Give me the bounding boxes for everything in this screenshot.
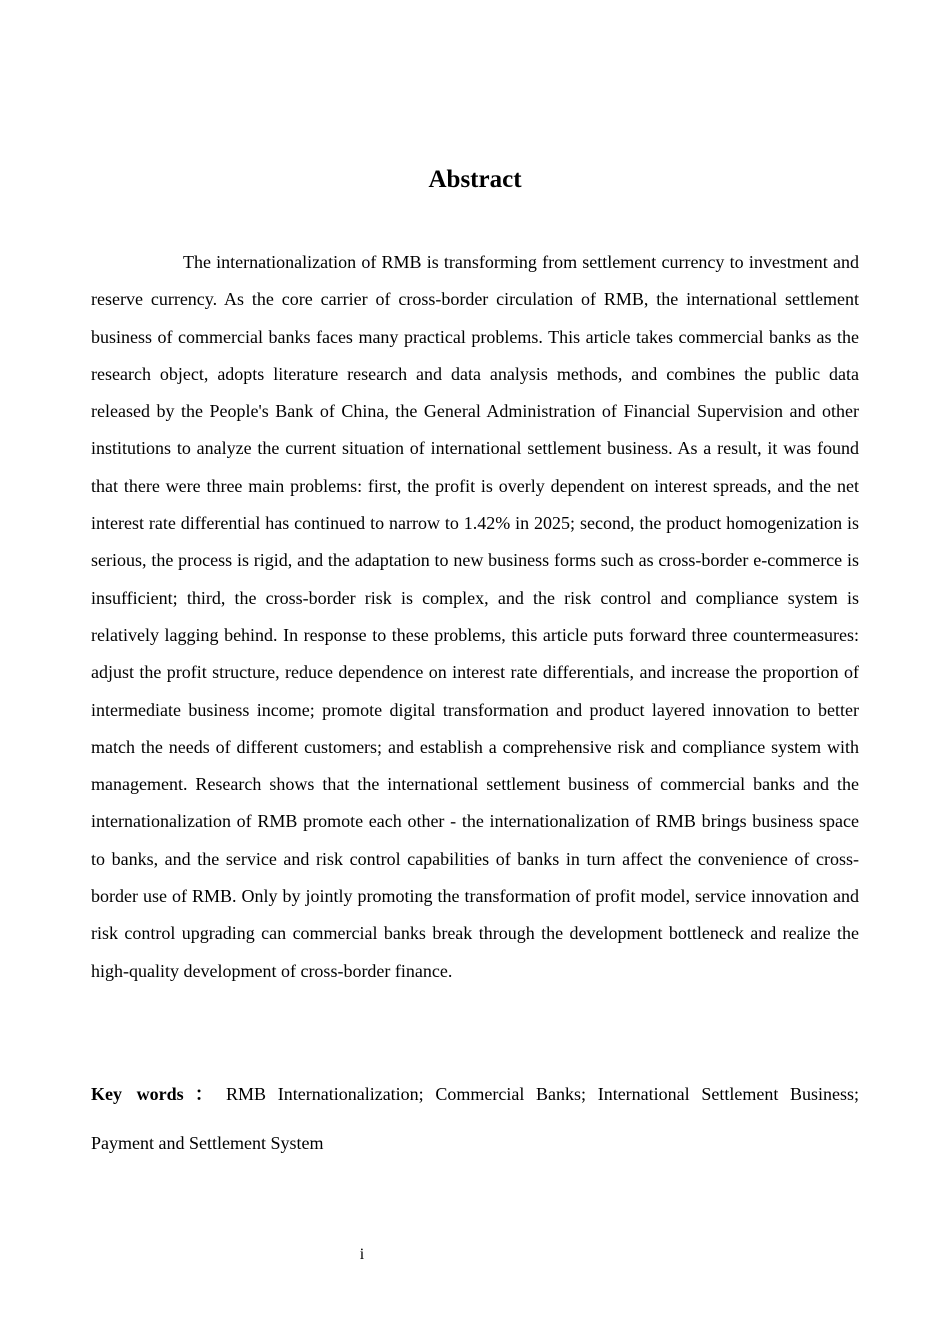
abstract-title: Abstract <box>428 166 522 193</box>
page-number: i <box>359 1246 365 1263</box>
keywords-paragraph <box>91 1070 859 1168</box>
keywords-label: Key words <box>91 1084 184 1104</box>
keywords-separator: ： <box>187 1084 221 1104</box>
keywords-text: RMB Internationalization; Commercial Banks; International Settlement Business; Payment and Settlement System <box>91 1084 860 1153</box>
abstract-body: The internationalization of RMB is transforming from settlement currency to investment and reserve currency. As the core carrier of cross-border circulation of RMB, the international settlement business of commercial banks faces many practical problems. This article takes commercial banks as the research object, adopts literature research and data analysis methods, and combines the public data released by the People's Bank of China, the General Administration of Financial Supervision and other institutions to analyze the current situation of international settlement business. As a result, it was found that there were three main problems: first, the profit is overly dependent on interest spreads, and the net interest rate differential has continued to narrow to 1.42% in 2025; second, the product homogenization is serious, the process is rigid, and the adaptation to new business forms such as cross-border e-commerce is insufficient; third, the cross-border risk is complex, and the risk control and compliance system is relatively lagging behind. In response to these problems, this article puts forward three countermeasures: adjust the profit structure, reduce dependence on interest rate differentials, and increase the proportion of intermediate business income; promote digital transformation and product layered innovation to better match the needs of different customers; and establish a comprehensive risk and compliance system with management. Research shows that the international settlement business of commercial banks and the internationalization of RMB promote each other - the internationalization of RMB brings business space to banks, and the service and risk control capabilities of banks in turn affect the convenience of cross-border use of RMB. Only by jointly promoting the transformation of profit model, service innovation and risk control upgrading can commercial banks break through the development bottleneck and realize the high-quality development of cross-border finance. <box>91 252 859 981</box>
